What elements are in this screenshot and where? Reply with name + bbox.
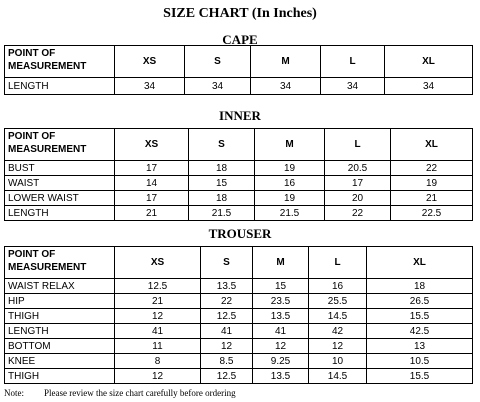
- note-text: Please review the size chart carefully before ordering: [44, 388, 236, 398]
- size-header: M: [253, 247, 309, 279]
- row-label: LENGTH: [5, 78, 115, 95]
- trouser-table: [4, 246, 473, 384]
- table-row: [5, 339, 473, 354]
- table-row: [5, 294, 473, 309]
- cell-value: 34: [385, 78, 473, 95]
- size-header: XS: [115, 129, 189, 161]
- table-row: [5, 176, 473, 191]
- row-label: LENGTH: [5, 206, 115, 221]
- cell-value: 34: [251, 78, 321, 95]
- table-row: [5, 369, 473, 384]
- cell-value: 12.5: [115, 279, 201, 294]
- table-row: [5, 354, 473, 369]
- cell-value: 12.5: [201, 309, 253, 324]
- cell-value: 21.5: [189, 206, 255, 221]
- cell-value: 17: [325, 176, 391, 191]
- cell-value: 20.5: [325, 161, 391, 176]
- cell-value: 14.5: [309, 369, 367, 384]
- cell-value: 12: [253, 339, 309, 354]
- inner-table: [4, 128, 473, 221]
- cell-value: 12: [201, 339, 253, 354]
- cell-value: 15.5: [367, 369, 473, 384]
- cell-value: 23.5: [253, 294, 309, 309]
- cell-value: 16: [309, 279, 367, 294]
- cell-value: 12: [309, 339, 367, 354]
- size-header: L: [325, 129, 391, 161]
- size-header: S: [189, 129, 255, 161]
- size-header: XL: [391, 129, 473, 161]
- cape-table: [4, 45, 473, 95]
- cell-value: 21: [115, 206, 189, 221]
- cell-value: 15.5: [367, 309, 473, 324]
- table-row: [5, 191, 473, 206]
- cell-value: 14: [115, 176, 189, 191]
- row-label: HIP: [5, 294, 115, 309]
- cell-value: 13.5: [201, 279, 253, 294]
- cell-value: 13.5: [253, 309, 309, 324]
- row-label: WAIST RELAX: [5, 279, 115, 294]
- size-header: L: [309, 247, 367, 279]
- cell-value: 26.5: [367, 294, 473, 309]
- table-row: [5, 161, 473, 176]
- note: [4, 388, 480, 398]
- header-point-of-measurement: POINT OF MEASUREMENT: [5, 129, 115, 161]
- cell-value: 10.5: [367, 354, 473, 369]
- row-label: WAIST: [5, 176, 115, 191]
- size-header: S: [185, 46, 251, 78]
- header-point-of-measurement: POINT OF MEASUREMENT: [5, 247, 115, 279]
- row-label: LOWER WAIST: [5, 191, 115, 206]
- cell-value: 19: [255, 161, 325, 176]
- size-header: M: [251, 46, 321, 78]
- cell-value: 21: [115, 294, 201, 309]
- table-row: [5, 206, 473, 221]
- row-label: THIGH: [5, 309, 115, 324]
- cell-value: 15: [253, 279, 309, 294]
- size-header: M: [255, 129, 325, 161]
- note-label: Note:: [4, 388, 24, 398]
- cell-value: 12: [115, 369, 201, 384]
- inner-section-title: INNER: [219, 108, 261, 123]
- size-header: S: [201, 247, 253, 279]
- table-row: [5, 78, 473, 95]
- cell-value: 14.5: [309, 309, 367, 324]
- row-label: KNEE: [5, 354, 115, 369]
- cell-value: 11: [115, 339, 201, 354]
- cell-value: 19: [255, 191, 325, 206]
- cell-value: 34: [321, 78, 385, 95]
- cell-value: 18: [189, 161, 255, 176]
- row-label: LENGTH: [5, 324, 115, 339]
- cell-value: 41: [253, 324, 309, 339]
- cell-value: 42: [309, 324, 367, 339]
- cell-value: 21: [391, 191, 473, 206]
- cell-value: 41: [201, 324, 253, 339]
- cell-value: 25.5: [309, 294, 367, 309]
- page-title: SIZE CHART (In Inches): [163, 6, 317, 21]
- cell-value: 8: [115, 354, 201, 369]
- cell-value: 22: [201, 294, 253, 309]
- cell-value: 21.5: [255, 206, 325, 221]
- cell-value: 34: [115, 78, 185, 95]
- size-header: XS: [115, 247, 201, 279]
- cell-value: 12: [115, 309, 201, 324]
- row-label: THIGH: [5, 369, 115, 384]
- row-label: BOTTOM: [5, 339, 115, 354]
- cell-value: 42.5: [367, 324, 473, 339]
- cell-value: 16: [255, 176, 325, 191]
- size-header: L: [321, 46, 385, 78]
- cape-section-title: CAPE: [222, 32, 258, 47]
- table-row: [5, 324, 473, 339]
- header-point-of-measurement: POINT OF MEASUREMENT: [5, 46, 115, 78]
- row-label: BUST: [5, 161, 115, 176]
- table-row: [5, 309, 473, 324]
- cell-value: 12.5: [201, 369, 253, 384]
- cell-value: 41: [115, 324, 201, 339]
- cell-value: 8.5: [201, 354, 253, 369]
- cell-value: 19: [391, 176, 473, 191]
- cell-value: 34: [185, 78, 251, 95]
- trouser-section-title: TROUSER: [208, 226, 272, 241]
- cell-value: 13: [367, 339, 473, 354]
- cell-value: 9.25: [253, 354, 309, 369]
- table-header-row: [5, 46, 473, 78]
- size-header: XS: [115, 46, 185, 78]
- size-header: XL: [367, 247, 473, 279]
- cell-value: 18: [367, 279, 473, 294]
- cell-value: 13.5: [253, 369, 309, 384]
- cell-value: 22: [391, 161, 473, 176]
- size-header: XL: [385, 46, 473, 78]
- cell-value: 22: [325, 206, 391, 221]
- cell-value: 18: [189, 191, 255, 206]
- cell-value: 17: [115, 191, 189, 206]
- cell-value: 10: [309, 354, 367, 369]
- cell-value: 15: [189, 176, 255, 191]
- table-header-row: [5, 129, 473, 161]
- cell-value: 17: [115, 161, 189, 176]
- cell-value: 22.5: [391, 206, 473, 221]
- cell-value: 20: [325, 191, 391, 206]
- table-header-row: [5, 247, 473, 279]
- table-row: [5, 279, 473, 294]
